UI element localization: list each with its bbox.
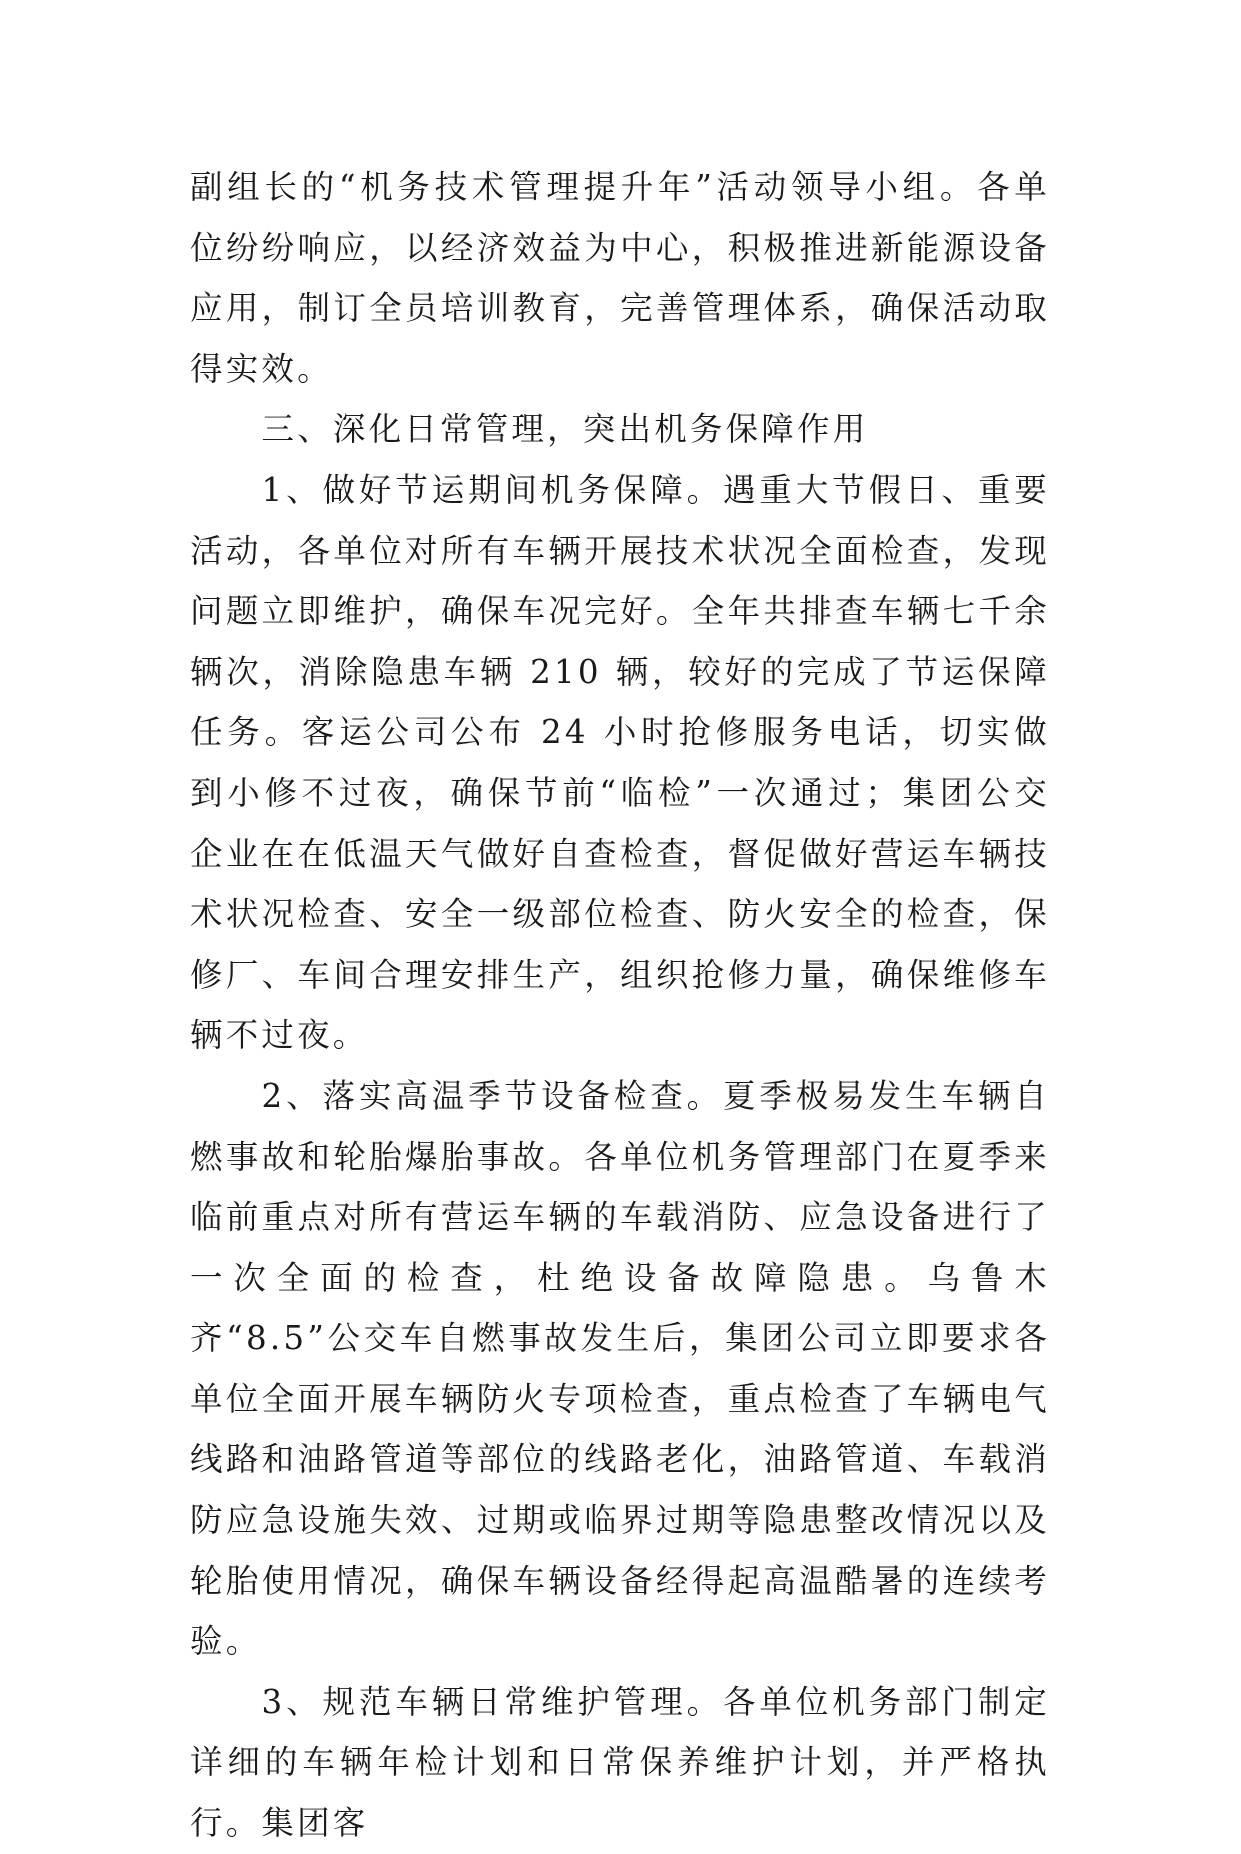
paragraph-item-1: 1、做好节运期间机务保障。遇重大节假日、重要活动，各单位对所有车辆开展技术状况全面检查，发现问题立即维护，确保车况完好。全年共排查车辆七千余辆次，消除隐患车辆 210 辆，较好的完成了节运保障任务。客运公司公布 24 小时抢修服务电话，切实做到小修不过夜，确保节前“临检”一次通过；集团公交企业在在低温天气做好自查检查，督促做好营运车辆技术状况检查、安全一级部位检查、防火安全的检查，保修厂、车间合理安排生产，组织抢修力量，确保维修车辆不过夜。: [190, 470, 1050, 1055]
paragraph-continuation: 副组长的“机务技术管理提升年”活动领导小组。各单位纷纷响应，以经济效益为中心，积极推进新能源设备应用，制订全员培训教育，完善管理体系，确保活动取得实效。: [190, 168, 1050, 388]
paragraph-item-3: 3、规范车辆日常维护管理。各单位机务部门制定详细的车辆年检计划和日常保养维护计划，并严格执行。集团客: [190, 1682, 1050, 1843]
document-body: [190, 157, 1050, 1854]
section-heading: 三、深化日常管理，突出机务保障作用: [261, 410, 869, 449]
paragraph-item-2: 2、落实高温季节设备检查。夏季极易发生车辆自燃事故和轮胎爆胎事故。各单位机务管理部门在夏季来临前重点对所有营运车辆的车载消防、应急设备进行了一次全面的检查，杜绝设备故障隐患。乌鲁木齐“8.5”公交车自燃事故发生后，集团公司立即要求各单位全面开展车辆防火专项检查，重点检查了车辆电气线路和油路管道等部位的线路老化，油路管道、车载消防应急设施失效、过期或临界过期等隐患整改情况以及轮胎使用情况，确保车辆设备经得起高温酷暑的连续考验。: [190, 1076, 1050, 1661]
